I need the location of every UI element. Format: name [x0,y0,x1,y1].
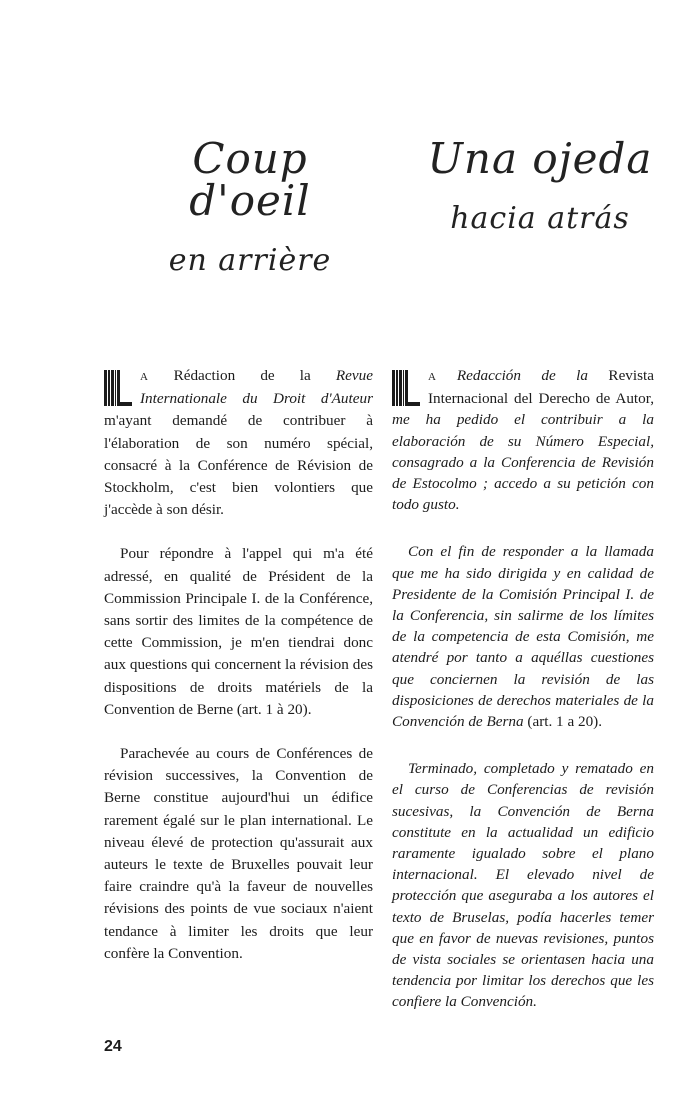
french-journal-title: Revue Internationale du Droit d'Auteur [140,367,373,408]
french-title [135,134,365,278]
spanish-title-line-2: hacia atrás [450,201,630,236]
page-number: 24 [104,1038,122,1055]
spanish-p1-text-b: me ha pedido el contribuir a la elaboración de su Número Especial, consagrado a la Conferencia de Revisión de Estocolmo ; accedo a su petición con todo gusto. [392,411,654,514]
spanish-journal-title: Revista Internacional del Derecho de Autor, [428,367,654,408]
french-paragraph-3: Parachevée au cours de Conférences de révision successives, la Convention de Berne constitue aujourd'hui un édifice rarement égalé sur le plan international. Le niveau élevé de protection qu'assurait aux auteurs le texte de Bruxelles pouvait leur faire craindre qu'à la faveur de nouvelles révisions des points de vue sociaux n'aient tendance à limiter les droits que leur confère la Convention. [104,745,373,962]
french-small-caps-a: A [140,371,149,383]
french-p1-text-b: m'ayant demandé de contribuer à l'élaboration de son numéro spécial, consacré à la Conférence de Révision de Stockholm, c'est bien volontiers que j'accède à son désir. [104,412,373,519]
spanish-p2-article-ref: (art. 1 a 20). [527,713,603,731]
spanish-paragraph-3: Terminado, completado y rematado en el curso de Conferencias de revisión sucesivas, la Convención de Berna constitute en la actualidad un edificio raramente igualado sobre el plano internacional. El elevado nivel de protección que aseguraba a los autores el texto de Bruselas, podía hacerles temer que en favor de nuevas revisiones, puntos de vista sociales se orientasen hacia una tendencia por limitar los derechos que les confiere la Convención. [392,760,654,1011]
french-paragraph-1 [104,365,373,521]
french-title-line-2: en arrière [168,243,332,278]
spanish-column [392,365,654,1013]
french-paragraph-2: Pour répondre à l'appel qui m'a été adressé, en qualité de Président de la Commission Principale I. de la Conférence, sans sortir des limites de la compétence de cette Commission, je m'en tiendrai donc aux questions qui concernent la révision des dispositions de droits matériels de la Convention de Berne (art. 1 à 20). [104,545,373,718]
french-title-line-1: Coup d'oeil [189,134,311,225]
spanish-small-caps-a: A [428,371,437,383]
french-p1-text-a: Rédaction de la [148,367,336,384]
french-drop-cap [104,370,132,406]
spanish-p1-text-a: Redacción de la [436,367,588,384]
spanish-title-line-1: Una ojeda [427,134,653,183]
spanish-drop-cap [392,370,420,406]
spanish-title [425,134,655,236]
spanish-p2-text: Con el fin de responder a la llamada que me ha sido dirigida y en calidad de Presidente de la Comisión Principal I. de la Conferencia, sin salirme de los límites de la competencia de esta Comisión, me atendré por tanto a aquéllas cuestiones que conciernen la revisión de las disposiciones de derechos materiales de la Convención de Berna [392,543,654,731]
spanish-paragraph-1 [392,365,654,515]
spanish-paragraph-2 [392,541,654,732]
french-column [104,365,373,965]
